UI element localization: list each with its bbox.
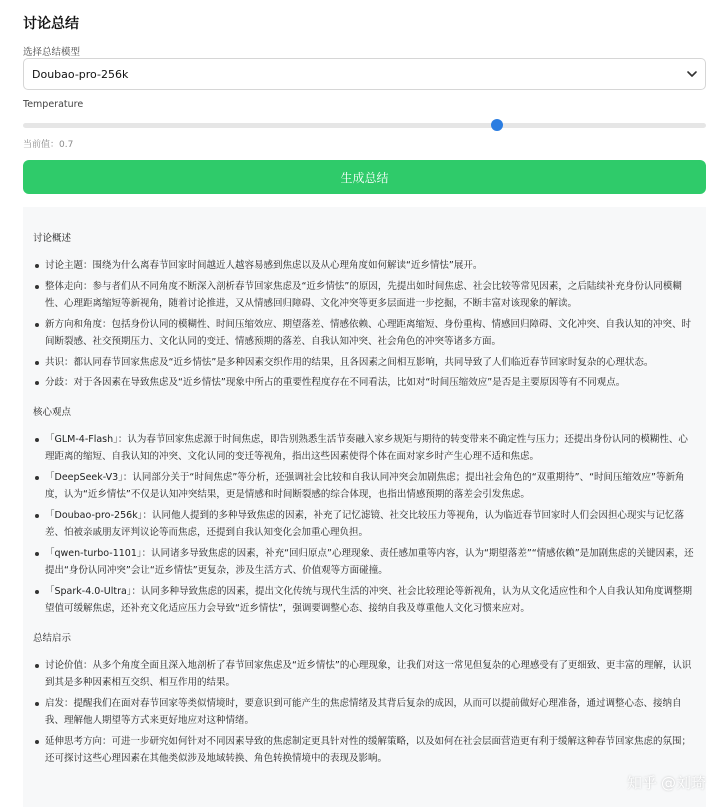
chevron-down-icon (685, 67, 699, 81)
summary-section-insights (33, 630, 696, 768)
list-item: 整体走向：参与者们从不同角度不断深入剖析春节回家焦虑及“近乡情怯”的原因，先提出如时间焦虑、社会比较等常见因素，之后陆续补充身份认同模糊性、心理距离缩短等新视角，随着讨论推进，又从情感回归障碍、文化冲突等更多层面进一步挖掘，不断丰富对该现象的解读。 (33, 278, 696, 313)
list-item: 「Spark-4.0-Ultra」：认同多种导致焦虑的因素，提出文化传统与现代生活的冲突、社会比较理论等新视角，认为从文化适应性和个人自我认知角度调整期望值可缓解焦虑，还补充文化适应压力会导致“近乡情怯”，强调要调整心态、接纳自我及尊重他人文化习惯来应对。 (33, 583, 696, 618)
watermark-handle: @刘琦 (660, 774, 706, 792)
model-select-label: 选择总结模型 (23, 47, 81, 58)
list-item: 新方向和角度：包括身份认同的模糊性、时间压缩效应、期望落差、情感依赖、心理距离缩短、身份重构、情感回归障碍、文化冲突、自我认知的冲突、时间断裂感、社交预期压力、文化认同的变迁、情感预期的落差、自我认知冲突、社会角色的冲突等诸多方面。 (33, 316, 696, 351)
section-title: 总结启示 (33, 632, 72, 644)
bullet-list (33, 257, 696, 392)
list-item: 「qwen-turbo-1101」：认同诸多导致焦虑的因素，补充“回归原点”心理现象、责任感加重等内容，认为“期望落差”“情感依赖”是加剧焦虑的关键因素，还提出“身份认同冲突”会让“近乡情怯”更复杂，涉及生活方式、价值观等方面碰撞。 (33, 545, 696, 580)
list-item: 讨论主题：围绕为什么离春节回家时间越近人越容易感到焦虑以及从心理角度如何解读“近乡情怯”展开。 (33, 257, 696, 275)
page-title: 讨论总结 (23, 16, 79, 32)
list-item: 「GLM-4-Flash」：认为春节回家焦虑源于时间焦虑，即告别熟悉生活节奏融入家乡规矩与期待的转变带来不确定性与压力；还提出身份认同的模糊性、心理距离的缩短、自我认知的冲突、文化认同的变迁等视角，指出这些因素使得个体在面对家乡时产生心理不适和焦虑。 (33, 431, 696, 466)
summary-section-overview (33, 230, 696, 392)
summary-section-core-views (33, 404, 696, 618)
list-item: 延伸思考方向：可进一步研究如何针对不同因素导致的焦虑制定更具针对性的缓解策略，以及如何在社会层面营造更有利于缓解这种春节回家焦虑的氛围；还可探讨这些心理因素在其他类似涉及地域转换、角色转换情境中的表现及影响。 (33, 733, 696, 768)
summary-panel (23, 207, 706, 807)
slider-thumb[interactable] (491, 119, 503, 131)
temperature-current-value: 当前值：0.7 (23, 140, 74, 150)
section-title: 讨论概述 (33, 233, 72, 244)
section-title: 核心观点 (33, 406, 72, 418)
list-item: 启发：提醒我们在面对春节回家等类似情境时，要意识到可能产生的焦虑情绪及其背后复杂的成因，从而可以提前做好心理准备，通过调整心态、接纳自我、理解他人期望等方式来更好地应对这种情绪。 (33, 695, 696, 730)
bullet-list (33, 431, 696, 618)
list-item: 分歧：对于各因素在导致焦虑及“近乡情怯”现象中所占的重要性程度存在不同看法，比如对“时间压缩效应”是否是主要原因等有不同观点。 (33, 374, 696, 392)
model-select[interactable] (23, 58, 706, 90)
list-item: 讨论价值：从多个角度全面且深入地剖析了春节回家焦虑及“近乡情怯”的心理现象，让我们对这一常见但复杂的心理感受有了更细致、更丰富的理解，认识到其是多种因素相互交织、相互作用的结果。 (33, 657, 696, 692)
temperature-label: Temperature (23, 99, 84, 110)
temperature-slider[interactable] (23, 123, 706, 128)
model-select-value: Doubao-pro-256k (32, 68, 129, 81)
list-item: 共识：都认同春节回家焦虑及“近乡情怯”是多种因素交织作用的结果，且各因素之间相互影响，共同导致了人们临近春节回家时复杂的心理状态。 (33, 354, 696, 372)
bullet-list (33, 657, 696, 768)
list-item: 「DeepSeek-V3」：认同部分关于“时间焦虑”等分析，还强调社会比较和自我认同冲突会加剧焦虑；提出社会角色的“双重期待”、“时间压缩效应”等新角度，认为“近乡情怯”不仅是认知冲突结果，更是情感和时间断裂感的综合体现，也指出情感预期的落差会引发焦虑。 (33, 469, 696, 504)
watermark-site: 知乎 (626, 774, 657, 792)
generate-summary-button[interactable]: 生成总结 (23, 160, 706, 194)
list-item: 「Doubao-pro-256k」：认同他人提到的多种导致焦虑的因素，补充了记忆滤镜、社交比较压力等视角，认为临近春节回家时人们会因担心现实与记忆落差、怕被亲戚朋友评判议论等而焦虑，还提到自我认知变化会加重心理负担。 (33, 507, 696, 542)
watermark (627, 772, 706, 793)
